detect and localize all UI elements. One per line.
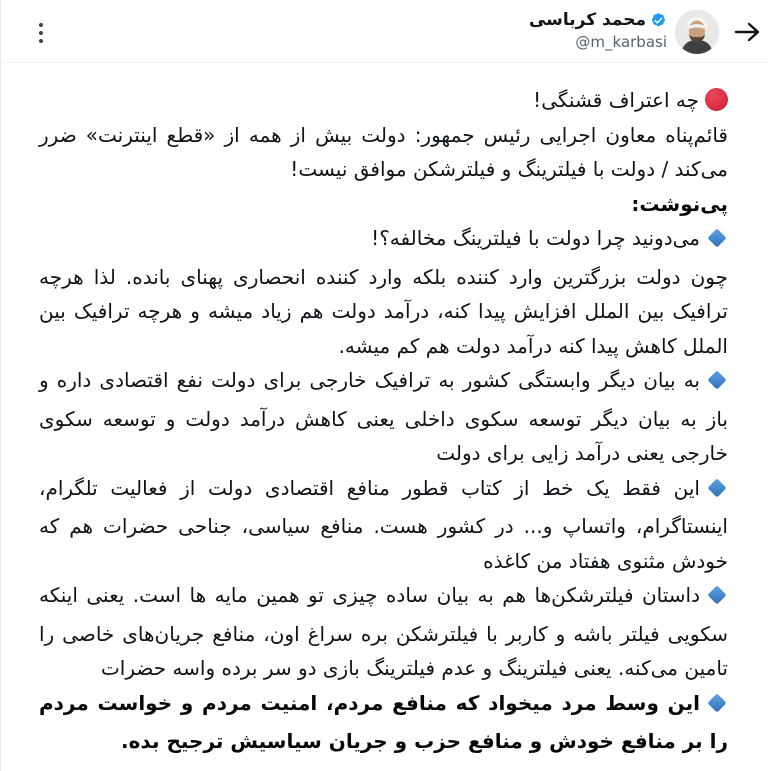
blue-diamond-icon xyxy=(706,225,728,260)
paragraph-text: این فقط یک خط از کتاب قطور منافع اقتصادی دولت از فعالیت تلگرام، اینستاگرام، واتساپ و... در کشور هست. منافع سیاسی، جناحی حضرات هم که خودش مثنوی هفتاد من کاغذه xyxy=(39,475,728,573)
user-handle[interactable]: @m_karbasi xyxy=(575,33,667,51)
blue-diamond-icon xyxy=(706,475,728,510)
vertical-ellipsis-icon xyxy=(39,31,43,35)
paragraph-text: می‌دونید چرا دولت با فیلترینگ مخالفه؟! xyxy=(371,226,700,250)
post-paragraph xyxy=(39,686,728,759)
profile-photo-cleric xyxy=(675,10,719,54)
paragraph-text: قائم‌پناه معاون اجرایی رئیس جمهور: دولت بیش از همه از «قطع اینترنت» ضرر می‌کند / دولت با فیلترینگ و فیلترشکن موافق نیست! xyxy=(39,122,728,181)
paragraph-text: این وسط مرد میخواد که منافع مردم، امنیت مردم و خواست مردم را بر منافع خودش و منافع حزب و جریان سیاسیش ترجیح بده. xyxy=(39,690,728,753)
more-options-button[interactable] xyxy=(27,18,55,48)
post-paragraph xyxy=(39,578,728,686)
blue-diamond-icon xyxy=(706,582,728,617)
tweet-header xyxy=(1,0,768,63)
arrow-right-icon xyxy=(733,20,761,44)
red-circle-icon xyxy=(705,88,728,111)
post-paragraph xyxy=(39,187,728,222)
paragraph-text: پی‌نوشت: xyxy=(631,191,728,216)
post-paragraph xyxy=(39,83,728,118)
post-paragraph xyxy=(39,363,728,471)
back-button[interactable] xyxy=(732,18,762,46)
blue-diamond-icon xyxy=(706,367,728,402)
post-paragraph xyxy=(39,221,728,260)
avatar[interactable] xyxy=(675,10,719,54)
paragraph-text: به بیان دیگر وابستگی کشور به ترافیک خارجی برای دولت نفع اقتصادی داره و باز به بیان دیگر توسعه سکوی داخلی یعنی کاهش درآمد دولت و توسعه سکوی خارجی یعنی درآمد زایی برای دولت xyxy=(39,368,728,465)
post-paragraph xyxy=(39,118,728,187)
post-paragraph xyxy=(39,471,728,579)
paragraph-text: داستان فیلترشکن‌ها هم به بیان ساده چیزی تو همین مایه ها است. یعنی اینکه سکویی فیلتر باشه و کاربر با فیلترشکن بره سراغ اون، منافع جریان‌های خاصی را تامین می‌کنه. یعنی فیلترینگ و عدم فیلترینگ بازی دو سر برده واسه حضرات xyxy=(39,583,728,680)
vertical-ellipsis-icon xyxy=(39,23,43,27)
verified-badge-icon xyxy=(650,12,667,29)
display-name[interactable]: محمد کرباسی xyxy=(528,10,646,30)
post-paragraph xyxy=(39,260,728,364)
paragraph-text: چه اعتراف قشنگی! xyxy=(533,88,699,112)
user-identity[interactable] xyxy=(529,9,667,52)
vertical-ellipsis-icon xyxy=(39,39,43,43)
paragraph-text: چون دولت بزرگترین وارد کننده بلکه وارد کننده انحصاری پهنای بانده. لذا هرچه ترافیک بین الملل افزایش پیدا کنه، درآمد دولت هم زیاد میشه و هرچه ترافیک بین الملل کاهش پیدا کنه درآمد دولت هم کم میشه. xyxy=(39,264,728,358)
blue-diamond-icon xyxy=(706,690,728,725)
tweet-body xyxy=(1,63,768,759)
